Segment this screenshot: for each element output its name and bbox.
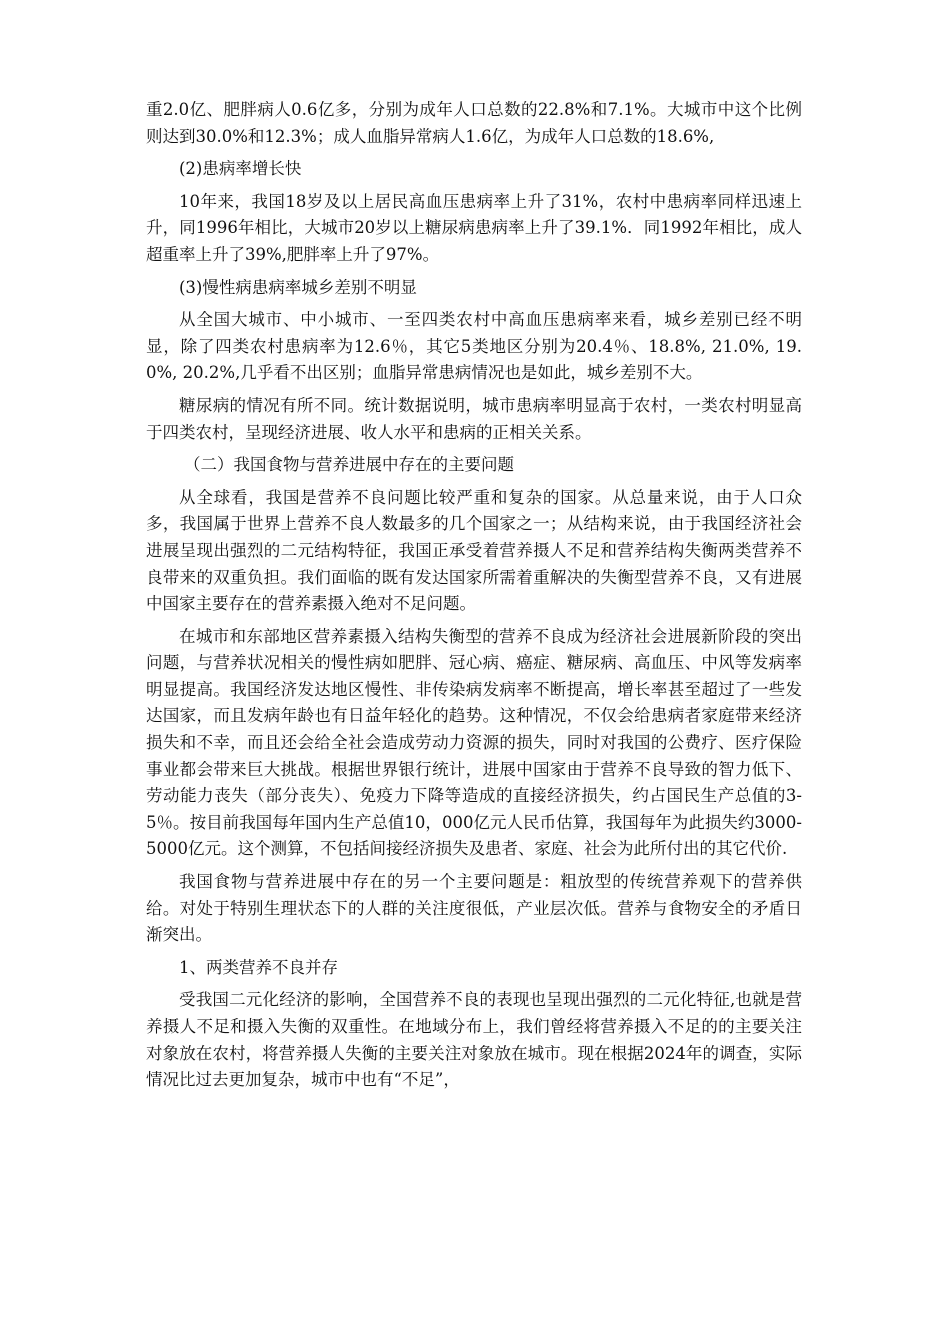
subheading-growth-rate: (2)患病率增长快 xyxy=(179,159,302,179)
subheading-urban-rural: (3)慢性病患病率城乡差别不明显 xyxy=(179,277,417,297)
subheading-two-malnutrition: 1、两类营养不良并存 xyxy=(179,957,338,977)
paragraph-urban-east: 在城市和东部地区营养素摄入结构失衡型的营养不良成为经济社会进展新阶段的突出问题，与营养状况相关的慢性病如肥胖、冠心病、癌症、糖尿病、高血压、中风等发病率明显提高。我国经济发达地区慢性、非传染病发病率不断提高，增长率甚至超过了一些发达国家，而且发病年龄也有日益年轻化的趋势。这种情况，不仅会给患病者家庭带来经济损失和不幸，而且还会给全社会造成劳动力资源的损失，同时对我国的公费疗、医疗保险事业都会带来巨大挑战。根据世界银行统计，进展中国家由于营养不良导致的智力低下、劳动能力丧失（部分丧失）、免疫力下降等造成的直接经济损失，约占国民生产总值的3-5％。按目前我国每年国内生产总值10，000亿元人民币估算，我国每年为此损失约3000-5000亿元。这个测算，不包括间接经济损失及患者、家庭、社会为此所付出的其它代价. xyxy=(146,626,802,859)
paragraph-global-view: 从全球看，我国是营养不良问题比较严重和复杂的国家。从总量来说，由于人口众多，我国属于世界上营养不良人数最多的几个国家之一；从结构来说，由于我国经济社会进展呈现出强烈的二元结构特征，我国正承受着营养摄人不足和营养结构失衡两类营养不良带来的双重负担。我们面临的既有发达国家所需着重解决的失衡型营养不良，又有进展中国家主要存在的营养素摄入绝对不足问题。 xyxy=(146,487,802,614)
paragraph-continuation: 重2.0亿、肥胖病人0.6亿多，分别为成年人口总数的22.8%和7.1%。大城市中这个比例则达到30.0%和12.3%；成人血脂异常病人1.6亿，为成年人口总数的18.6%, xyxy=(146,100,802,146)
paragraph-urban-rural: 从全国大城市、中小城市、一至四类农村中高血压患病率来看，城乡差别已经不明显，除了四类农村患病率为12.6％，其它5类地区分别为20.4％、18.8%, 21.0%, 19.0%, 20.2%,几乎看不出区别；血脂异常患病情况也是如此，城乡差别不大。 xyxy=(146,310,802,383)
document-body xyxy=(146,97,802,1100)
paragraph-diabetes: 糖尿病的情况有所不同。统计数据说明，城市患病率明显高于农村，一类农村明显高于四类农村，呈现经济进展、收人水平和患病的正相关关系。 xyxy=(146,395,802,442)
paragraph-dual-economy: 受我国二元化经济的影响，全国营养不良的表现也呈现出强烈的二元化特征,也就是营养摄人不足和摄入失衡的双重性。在地域分布上，我们曾经将营养摄入不足的的主要关注对象放在农村，将营养摄人失衡的主要关注对象放在城市。现在根据2024年的调查，实际情况比过去更加复杂，城市中也有“不足”， xyxy=(146,990,802,1090)
paragraph-other-problem: 我国食物与营养进展中存在的另一个主要问题是：粗放型的传统营养观下的营养供给。对处于特别生理状态下的人群的关注度很低，产业层次低。营养与食物安全的矛盾日渐突出。 xyxy=(146,872,802,945)
section-heading-problems: （二）我国食物与营养进展中存在的主要问题 xyxy=(183,455,514,475)
paragraph-growth-rate: 10年来，我国18岁及以上居民高血压患病率上升了31%，农村中患病率同样迅速上升，同1996年相比，大城市20岁以上糖尿病患病率上升了39.1%．同1992年相比，成人超重率上升了39%,肥胖率上升了97%。 xyxy=(146,191,802,264)
